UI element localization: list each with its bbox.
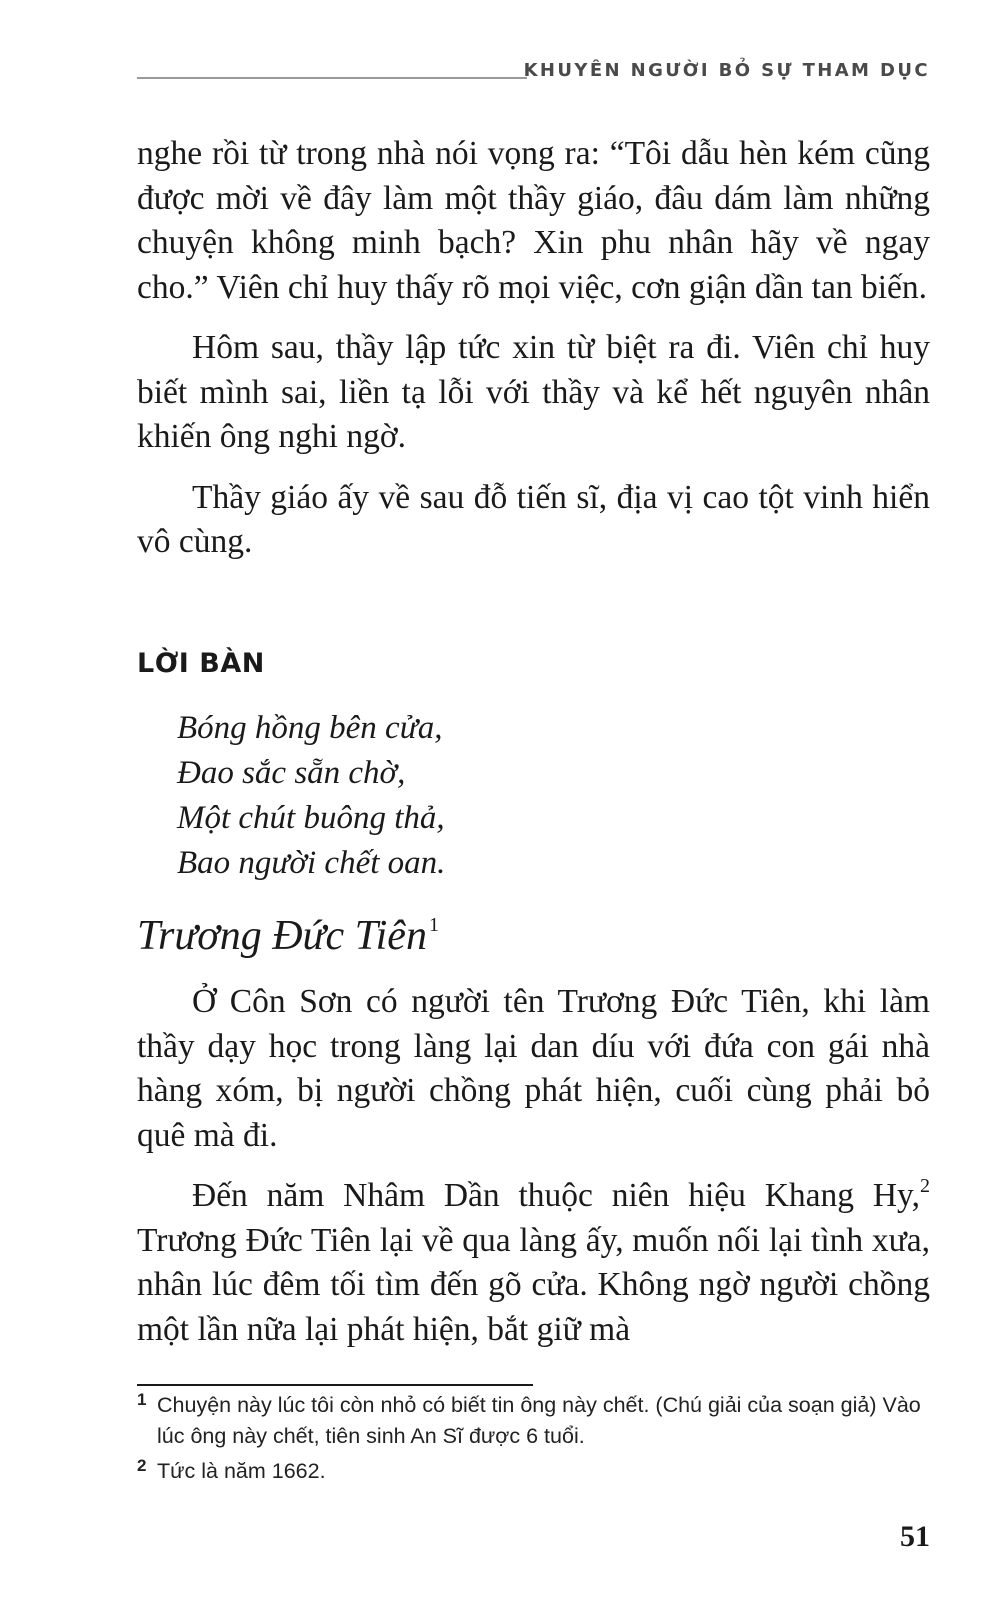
footnote-ref[interactable]: 1 [428,914,439,936]
paragraph [137,1174,930,1352]
footnote-text: Chuyện này lúc tôi còn nhỏ có biết tin ông này chết. (Chú giải của soạn giả) Vào lúc ông này chết, tiên sinh An Sĩ được 6 tuổi. [157,1393,921,1448]
paragraph-text: Trương Đức Tiên lại về qua làng ấy, muốn nối lại tình xưa, nhân lúc đêm tối tìm đến gõ cửa. Không ngờ người chồng một lần nữa lại phát hiện, bắt giữ mà [137,1221,930,1348]
verse-line: Bao người chết oan. [177,845,446,881]
footnote-ref[interactable]: 2 [920,1175,930,1197]
footnote [137,1456,937,1487]
verse-line: Bóng hồng bên cửa, [177,710,443,746]
paragraph: Ở Côn Sơn có người tên Trương Đức Tiên, khi làm thầy dạy học trong làng lại dan díu với đứa con gái nhà hàng xóm, bị người chồng phát hiện, cuối cùng phải bỏ quê mà đi. [137,983,930,1154]
paragraph: Hôm sau, thầy lập tức xin từ biệt ra đi. Viên chỉ huy biết mình sai, liền tạ lỗi với thầy và kể hết nguyên nhân khiến ông nghi ngờ. [137,329,930,455]
footnote-number: 1 [137,1390,147,1409]
paragraph-text: Đến năm Nhâm Dần thuộc niên hiệu Khang Hy, [192,1177,920,1214]
verse-line: Một chút buông thả, [177,800,445,836]
running-header: KHUYÊN NGƯỜI BỎ SỰ THAM DỤC [523,60,930,81]
paragraph: nghe rồi từ trong nhà nói vọng ra: “Tôi dẫu hèn kém cũng được mời về đây làm một thầy giáo, đâu dám làm những chuyện không minh bạch? Xin phu nhân hãy về ngay cho.” Viên chỉ huy thấy rõ mọi việc, cơn giận dần tan biến. [137,135,930,306]
story-continuation [137,132,930,581]
footnote-rule [137,1384,533,1386]
page-number: 51 [900,1520,930,1553]
paragraph: Thầy giáo ấy về sau đỗ tiến sĩ, địa vị cao tột vinh hiển vô cùng. [137,478,930,560]
footnote-text: Tức là năm 1662. [157,1459,326,1483]
header-rule [137,77,527,79]
footnote-number: 2 [137,1456,147,1475]
commentary-verse [177,706,445,886]
verse-line: Đao sắc sẵn chờ, [177,755,406,791]
commentary-heading: LỜI BÀN [137,648,265,679]
story-body [137,980,930,1368]
story-title-text: Trương Đức Tiên [137,913,427,959]
footnotes [137,1390,937,1491]
story-title [137,912,439,960]
footnote [137,1390,937,1452]
